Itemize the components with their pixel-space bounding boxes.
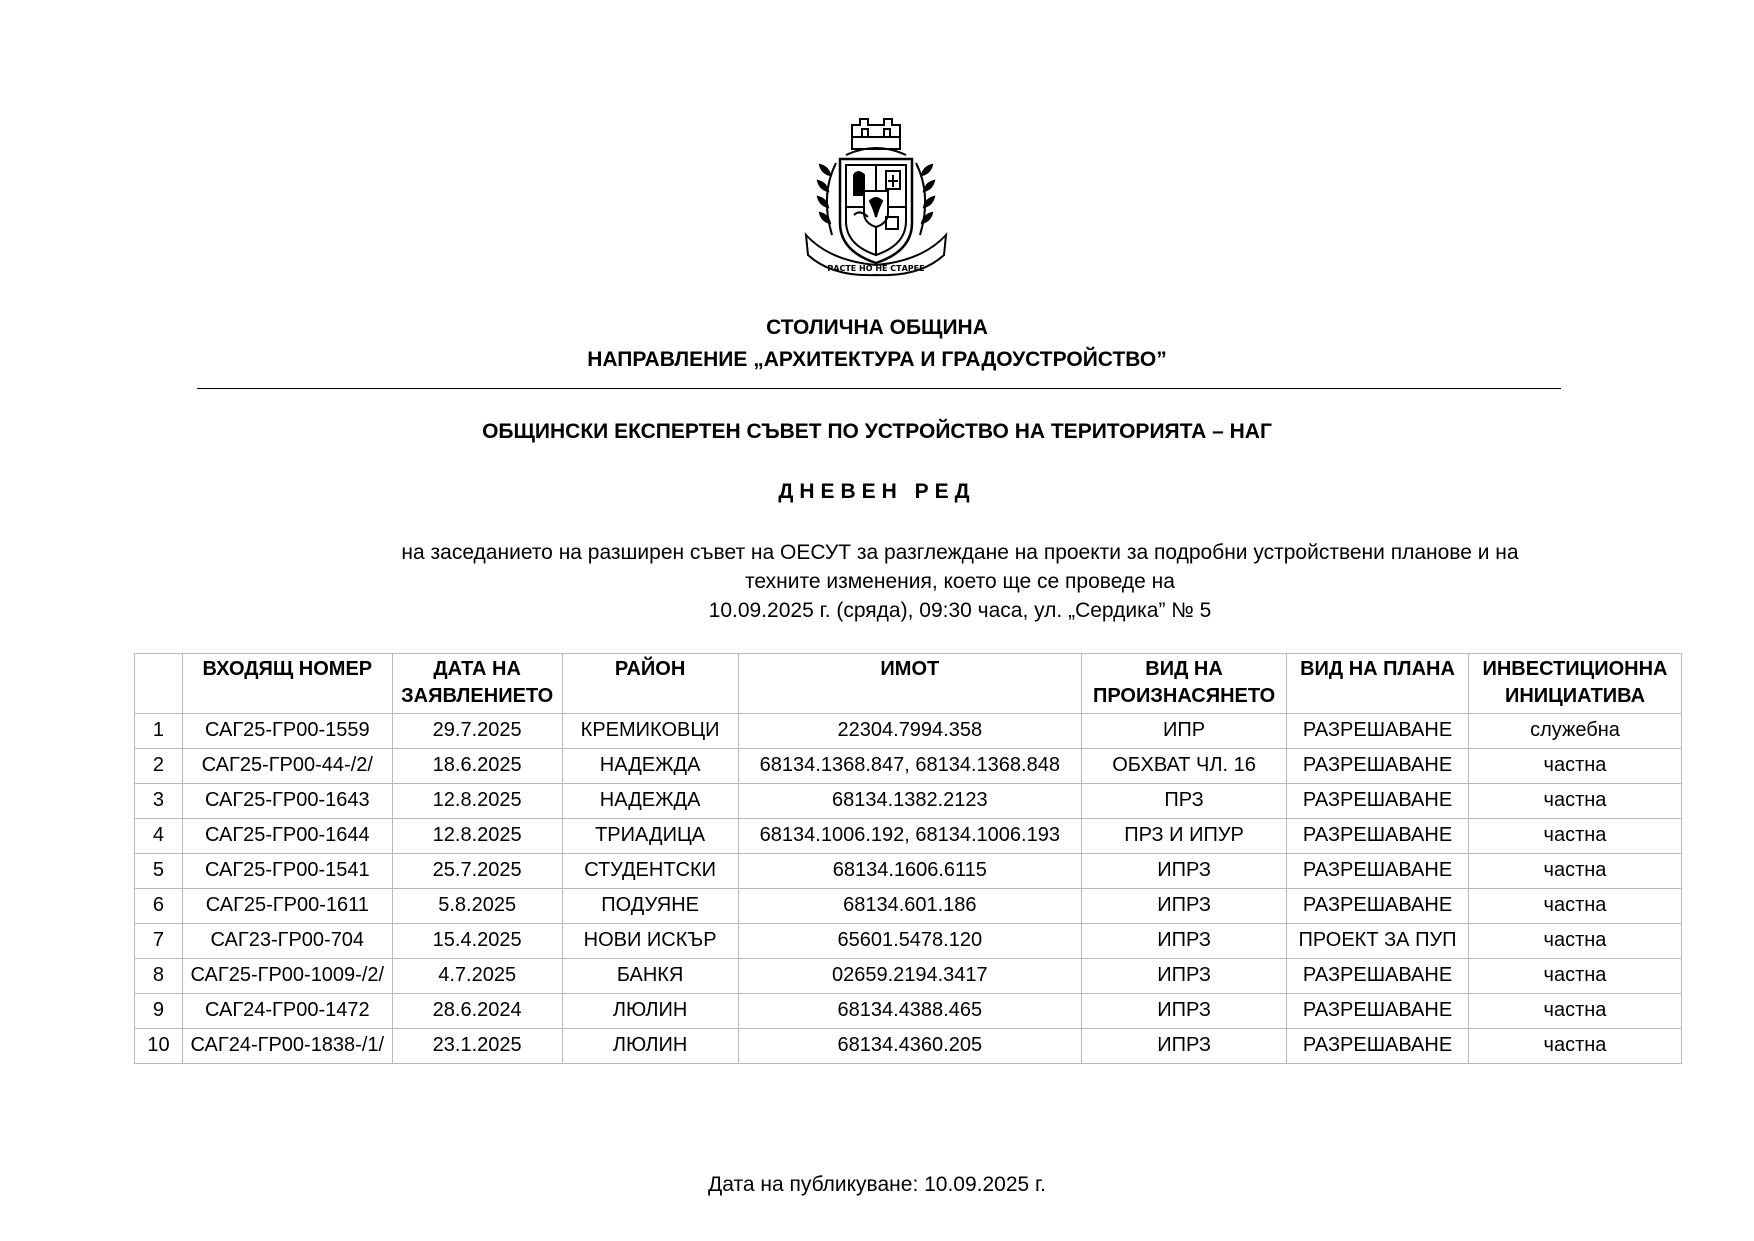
cell-plan: РАЗРЕШАВАНЕ [1287,889,1469,924]
column-header-plan: ВИД НА ПЛАНА [1287,654,1469,714]
table-row [135,784,1682,819]
cell-incoming: САГ25-ГР00-1644 [182,819,392,854]
cell-initiative: частна [1468,889,1681,924]
cell-no: 1 [135,714,183,749]
cell-property: 68134.1382.2123 [738,784,1082,819]
intro-line-3: 10.09.2025 г. (сряда), 09:30 часа, ул. „Сердика” № 5 [708,599,1212,622]
crest-motto: РАСТЕ НО НЕ СТАРЕЕ [827,264,925,273]
agenda-table [134,653,1682,1064]
cell-district: НАДЕЖДА [562,784,738,819]
cell-no: 4 [135,819,183,854]
cell-decision: ИПРЗ [1082,889,1287,924]
agenda-title: ДНЕВЕН РЕД [778,480,976,503]
cell-property: 68134.1006.192, 68134.1006.193 [738,819,1082,854]
cell-property: 68134.4360.205 [738,1029,1082,1064]
cell-decision: ИПРЗ [1082,854,1287,889]
cell-property: 68134.1368.847, 68134.1368.848 [738,749,1082,784]
column-header-district: РАЙОН [562,654,738,714]
cell-date: 12.8.2025 [392,784,562,819]
cell-district: БАНКЯ [562,959,738,994]
cell-decision: ПРЗ И ИПУР [1082,819,1287,854]
cell-plan: РАЗРЕШАВАНЕ [1287,749,1469,784]
cell-decision: ПРЗ [1082,784,1287,819]
cell-plan: РАЗРЕШАВАНЕ [1287,819,1469,854]
column-header-property: ИМОТ [738,654,1082,714]
meeting-intro [290,538,1630,625]
council-name: ОБЩИНСКИ ЕКСПЕРТЕН СЪВЕТ ПО УСТРОЙСТВО НА ТЕРИТОРИЯТА – НАГ [482,420,1272,443]
cell-no: 10 [135,1029,183,1064]
cell-property: 65601.5478.120 [738,924,1082,959]
cell-incoming: САГ25-ГР00-1541 [182,854,392,889]
org-name: СТОЛИЧНА ОБЩИНА [766,316,988,339]
cell-initiative: частна [1468,819,1681,854]
intro-line-1: на заседанието на разширен съвет на ОЕСУТ за разглеждане на проекти за подробни устройствени планове и на [401,541,1519,564]
cell-incoming: САГ25-ГР00-1009-/2/ [182,959,392,994]
cell-initiative: частна [1468,959,1681,994]
cell-incoming: САГ25-ГР00-1643 [182,784,392,819]
cell-incoming: САГ25-ГР00-1559 [182,714,392,749]
cell-date: 28.6.2024 [392,994,562,1029]
cell-decision: ОБХВАТ ЧЛ. 16 [1082,749,1287,784]
department-name: НАПРАВЛЕНИЕ „АРХИТЕКТУРА И ГРАДОУСТРОЙСТВО” [587,348,1167,371]
cell-incoming: САГ25-ГР00-44-/2/ [182,749,392,784]
cell-no: 6 [135,889,183,924]
table-row [135,749,1682,784]
table-row [135,959,1682,994]
cell-property: 68134.1606.6115 [738,854,1082,889]
column-header-initiative: ИНВЕСТИЦИОННА ИНИЦИАТИВА [1468,654,1681,714]
table-row [135,819,1682,854]
table-row [135,889,1682,924]
intro-line-2: техните изменения, което ще се проведе на [745,570,1175,593]
table-row [135,854,1682,889]
cell-initiative: частна [1468,1029,1681,1064]
cell-initiative: частна [1468,994,1681,1029]
table-header-row [135,654,1682,714]
coat-of-arms-icon [800,105,952,277]
cell-no: 7 [135,924,183,959]
cell-date: 29.7.2025 [392,714,562,749]
cell-property: 68134.4388.465 [738,994,1082,1029]
cell-district: ПОДУЯНЕ [562,889,738,924]
cell-district: ЛЮЛИН [562,994,738,1029]
table-row [135,924,1682,959]
cell-incoming: САГ24-ГР00-1838-/1/ [182,1029,392,1064]
cell-district: НАДЕЖДА [562,749,738,784]
cell-property: 22304.7994.358 [738,714,1082,749]
cell-decision: ИПР [1082,714,1287,749]
cell-no: 5 [135,854,183,889]
cell-date: 4.7.2025 [392,959,562,994]
cell-initiative: частна [1468,749,1681,784]
cell-no: 2 [135,749,183,784]
cell-property: 68134.601.186 [738,889,1082,924]
column-header-no [135,654,183,714]
cell-plan: РАЗРЕШАВАНЕ [1287,959,1469,994]
cell-plan: РАЗРЕШАВАНЕ [1287,1029,1469,1064]
cell-date: 18.6.2025 [392,749,562,784]
publication-date: Дата на публикуване: 10.09.2025 г. [708,1173,1046,1196]
cell-no: 8 [135,959,183,994]
cell-district: ТРИАДИЦА [562,819,738,854]
table-row [135,994,1682,1029]
column-header-date: ДАТА НА ЗАЯВЛЕНИЕТО [392,654,562,714]
cell-plan: РАЗРЕШАВАНЕ [1287,854,1469,889]
cell-incoming: САГ25-ГР00-1611 [182,889,392,924]
cell-incoming: САГ23-ГР00-704 [182,924,392,959]
column-header-incoming: ВХОДЯЩ НОМЕР [182,654,392,714]
cell-initiative: служебна [1468,714,1681,749]
cell-no: 3 [135,784,183,819]
cell-incoming: САГ24-ГР00-1472 [182,994,392,1029]
cell-decision: ИПРЗ [1082,994,1287,1029]
column-header-decision: ВИД НА ПРОИЗНАСЯНЕТО [1082,654,1287,714]
cell-district: СТУДЕНТСКИ [562,854,738,889]
cell-district: ЛЮЛИН [562,1029,738,1064]
cell-plan: РАЗРЕШАВАНЕ [1287,714,1469,749]
cell-date: 5.8.2025 [392,889,562,924]
cell-decision: ИПРЗ [1082,924,1287,959]
cell-district: КРЕМИКОВЦИ [562,714,738,749]
cell-date: 15.4.2025 [392,924,562,959]
cell-decision: ИПРЗ [1082,959,1287,994]
table-row [135,714,1682,749]
cell-date: 23.1.2025 [392,1029,562,1064]
cell-date: 12.8.2025 [392,819,562,854]
cell-date: 25.7.2025 [392,854,562,889]
cell-initiative: частна [1468,854,1681,889]
table-row [135,1029,1682,1064]
cell-initiative: частна [1468,924,1681,959]
cell-no: 9 [135,994,183,1029]
cell-plan: РАЗРЕШАВАНЕ [1287,994,1469,1029]
cell-initiative: частна [1468,784,1681,819]
cell-district: НОВИ ИСКЪР [562,924,738,959]
cell-plan: ПРОЕКТ ЗА ПУП [1287,924,1469,959]
header-divider [197,388,1561,389]
cell-plan: РАЗРЕШАВАНЕ [1287,784,1469,819]
cell-property: 02659.2194.3417 [738,959,1082,994]
cell-decision: ИПРЗ [1082,1029,1287,1064]
